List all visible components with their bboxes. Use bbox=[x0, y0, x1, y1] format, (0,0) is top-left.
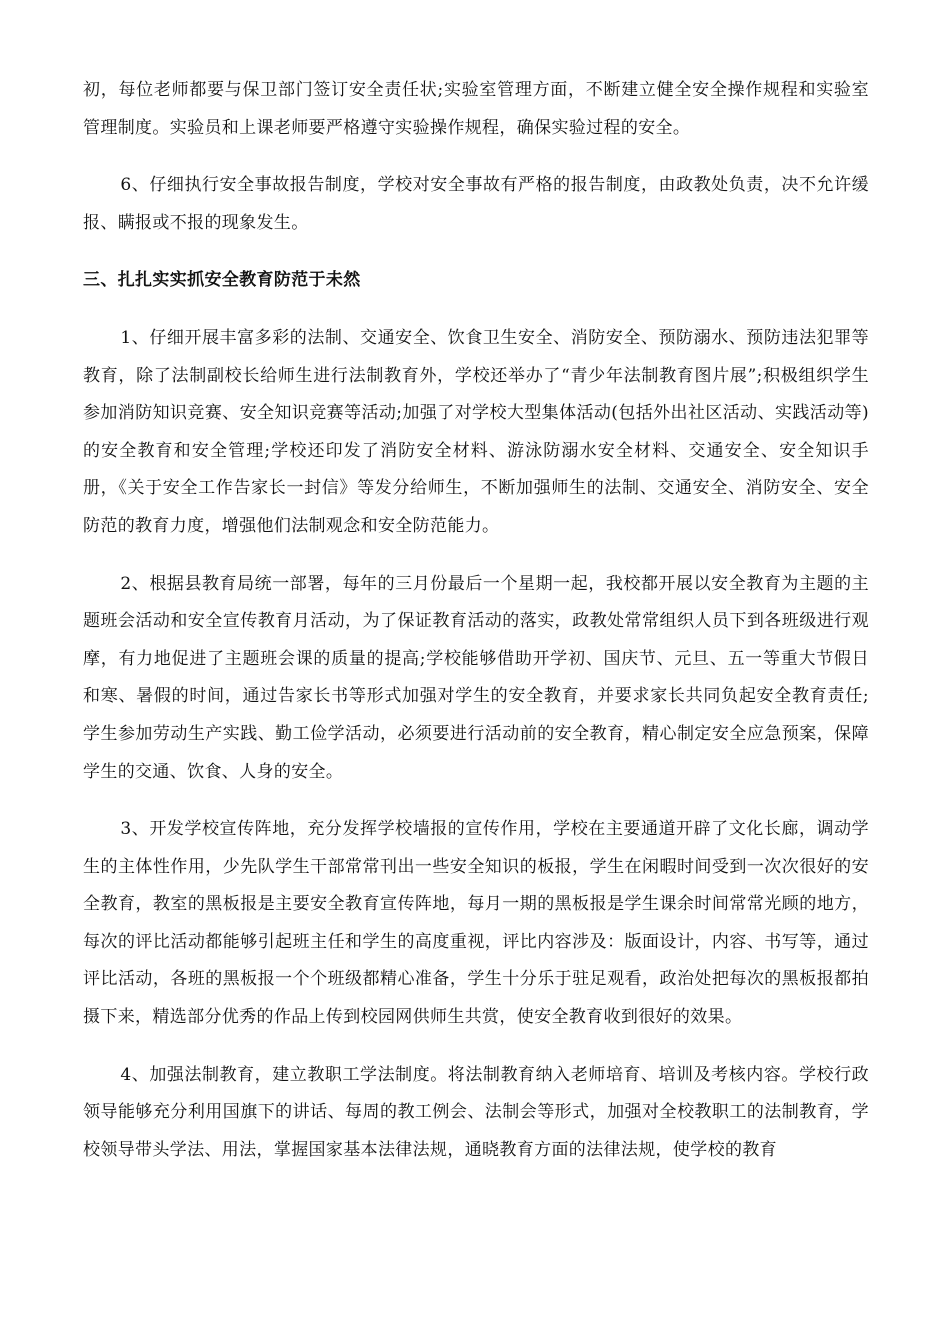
section-heading-3: 三、扎扎实实抓安全教育防范于未然 bbox=[83, 270, 361, 291]
paragraph-gap bbox=[83, 147, 869, 167]
paragraph-item-1: 1、仔细开展丰富多彩的法制、交通安全、饮食卫生安全、消防安全、预防溺水、预防违法犯罪等教育，除了法制副校长给师生进行法制教育外，学校还举办了“青少年法制教育图片展”;积极组织学生参加消防知识竞赛、安全知识竞赛等活动;加强了对学校大型集体活动(包括外出社区活动、实践活动等)的安全教育和安全管理;学校还印发了消防安全材料、游泳防溺水安全材料、交通安全、安全知识手册，《关于安全工作告家长一封信》等发分给师生，不断加强师生的法制、交通安全、消防安全、安全防范的教育力度，增强他们法制观念和安全防范能力。 bbox=[83, 327, 869, 536]
paragraph-gap bbox=[83, 546, 869, 566]
paragraph-item-4: 4、加强法制教育，建立教职工学法制度。将法制教育纳入老师培育、培训及考核内容。学校行政领导能够充分利用国旗下的讲话、每周的教工例会、法制会等形式，加强对全校教职工的法制教育，学校领导带头学法、用法，掌握国家基本法律法规，通晓教育方面的法律法规，使学校的教育 bbox=[83, 1064, 869, 1160]
paragraph-gap bbox=[83, 791, 869, 811]
paragraph-gap bbox=[83, 300, 869, 320]
paragraph-item-6: 6、仔细执行安全事故报告制度，学校对安全事故有严格的报告制度，由政教处负责，决不允许缓报、瞒报或不报的现象发生。 bbox=[83, 175, 869, 233]
paragraph-gap bbox=[83, 1037, 869, 1057]
paragraph-gap bbox=[83, 242, 869, 262]
document-page bbox=[83, 72, 869, 1169]
paragraph-item-3: 3、开发学校宣传阵地，充分发挥学校墙报的宣传作用，学校在主要通道开辟了文化长廊，调动学生的主体性作用，少先队学生干部常常刊出一些安全知识的板报，学生在闲暇时间受到一次次很好的安全教育，教室的黑板报是主要安全教育宣传阵地，每月一期的黑板报是学生课余时间常常光顾的地方，每次的评比活动都能够引起班主任和学生的高度重视，评比内容涉及：版面设计，内容、书写等，通过评比活动，各班的黑板报一个个班级都精心准备，学生十分乐于驻足观看，政治处把每次的黑板报都拍摄下来，精选部分优秀的作品上传到校园网供师生共赏，使安全教育收到很好的效果。 bbox=[83, 819, 869, 1028]
paragraph-item-2: 2、根据县教育局统一部署，每年的三月份最后一个星期一起，我校都开展以安全教育为主题的主题班会活动和安全宣传教育月活动，为了保证教育活动的落实，政教处常常组织人员下到各班级进行观摩，有力地促进了主题班会课的质量的提高;学校能够借助开学初、国庆节、元旦、五一等重大节假日和寒、暑假的时间，通过告家长书等形式加强对学生的安全教育，并要求家长共同负起安全教育责任;学生参加劳动生产实践、勤工俭学活动，必须要进行活动前的安全教育，精心制定安全应急预案，保障学生的交通、饮食、人身的安全。 bbox=[83, 573, 869, 782]
paragraph-continuation: 初，每位老师都要与保卫部门签订安全责任状;实验室管理方面，不断建立健全安全操作规程和实验室管理制度。实验员和上课老师要严格遵守实验操作规程，确保实验过程的安全。 bbox=[83, 80, 869, 138]
